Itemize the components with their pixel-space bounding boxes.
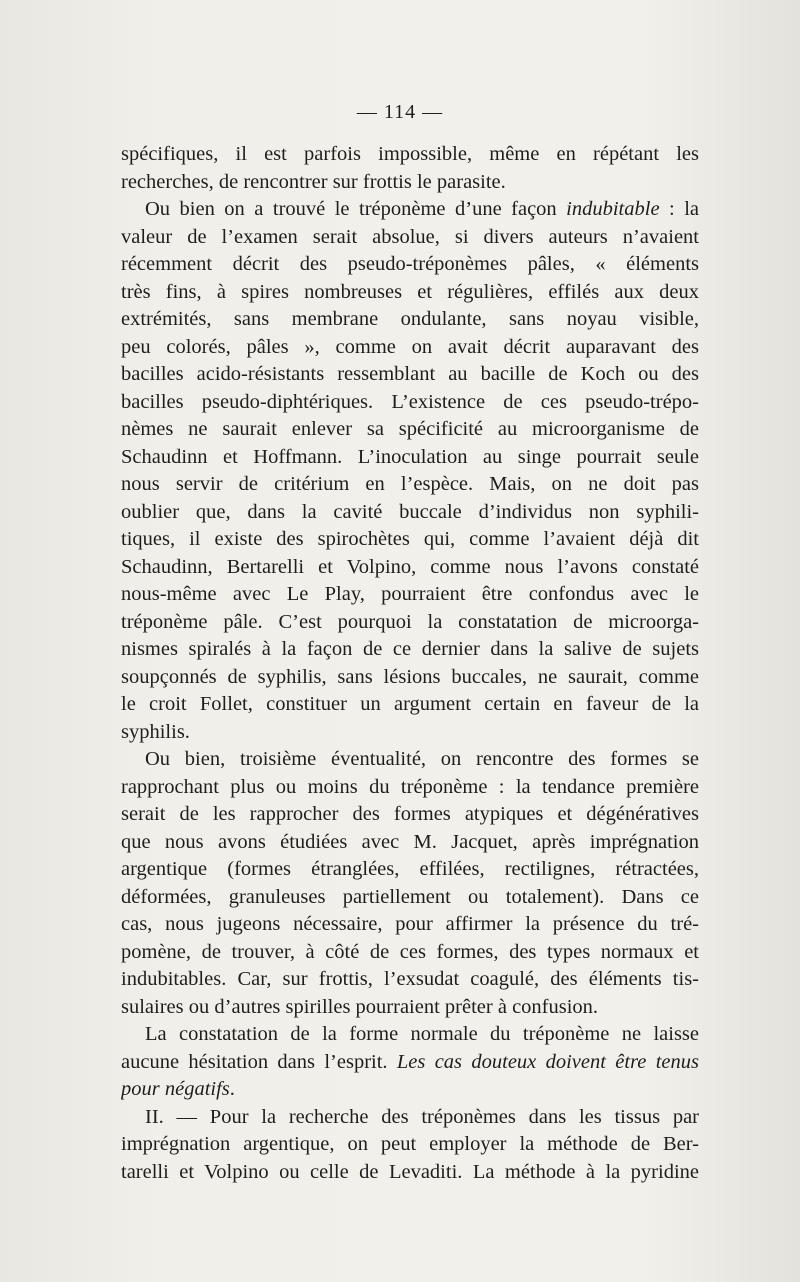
text-line: le croit Follet, constituer un argument certain en faveur de la bbox=[121, 693, 699, 715]
text-line: tiques, il existe des spirochètes qui, comme l’avaient déjà dit bbox=[121, 528, 699, 550]
text-line: que nous avons étudiées avec M. Jacquet, après imprégnation bbox=[121, 830, 699, 853]
text-line: aucune hésitation dans l’esprit. Les cas douteux doivent être tenus bbox=[121, 1050, 699, 1073]
text-line: imprégnation argentique, on peut employer la méthode de Ber- bbox=[121, 1133, 699, 1155]
text-line: argentique (formes étranglées, effilées, rectilignes, rétractées, bbox=[121, 858, 699, 880]
text-line: oublier que, dans la cavité buccale d’individus non syphili- bbox=[121, 500, 699, 523]
text-line: sulaires ou d’autres spirilles pourraient prêter à confusion. bbox=[121, 995, 599, 1018]
text-line: Schaudinn, Bertarelli et Volpino, comme nous l’avons constaté bbox=[121, 555, 699, 578]
text-line: peu colorés, pâles », comme on avait décrit auparavant des bbox=[121, 335, 699, 358]
text-line: spécifiques, il est parfois impossible, même en répétant les bbox=[121, 143, 699, 165]
text-line: serait de les rapprocher des formes atypiques et dégénératives bbox=[121, 803, 699, 825]
text-line: tarelli et Volpino ou celle de Levaditi. La méthode à la pyridine bbox=[121, 1160, 699, 1183]
text-line: rapprochant plus ou moins du tréponème : la tendance première bbox=[121, 775, 699, 798]
text-line: bacilles acido-résistants ressemblant au bacille de Koch ou des bbox=[121, 363, 699, 385]
text-line: pour négatifs. bbox=[121, 1078, 235, 1100]
text-line: La constatation de la forme normale du tréponème ne laisse bbox=[145, 1023, 699, 1045]
text-line: très fins, à spires nombreuses et régulières, effilés aux deux bbox=[121, 280, 699, 303]
text-line: Ou bien on a trouvé le tréponème d’une façon indubitable : la bbox=[145, 198, 699, 220]
text-line: Ou bien, troisième éventualité, on rencontre des formes se bbox=[145, 748, 699, 770]
text-line: extrémités, sans membrane ondulante, sans noyau visible, bbox=[121, 308, 699, 330]
text-line: nous-même avec Le Play, pourraient être confondus avec le bbox=[121, 583, 699, 605]
text-line: nèmes ne saurait enlever sa spécificité au microorganisme de bbox=[121, 418, 699, 440]
text-line: bacilles pseudo-diphtériques. L’existence de ces pseudo-trépo- bbox=[121, 390, 699, 413]
text-line: nismes spiralés à la façon de ce dernier dans la salive de sujets bbox=[121, 638, 699, 660]
page-number: — 114 — bbox=[356, 101, 444, 123]
text-line: récemment décrit des pseudo-tréponèmes pâles, « éléments bbox=[121, 253, 699, 275]
text-line: soupçonnés de syphilis, sans lésions buccales, ne saurait, comme bbox=[121, 665, 699, 688]
text-line: indubitables. Car, sur frottis, l’exsudat coagulé, des éléments tis- bbox=[121, 968, 699, 990]
body-text bbox=[121, 141, 699, 1186]
text-line: déformées, granuleuses partiellement ou totalement). Dans ce bbox=[121, 885, 699, 908]
text-line: II. — Pour la recherche des tréponèmes dans les tissus par bbox=[145, 1105, 699, 1128]
text-line: tréponème pâle. C’est pourquoi la constatation de microorga- bbox=[121, 610, 699, 633]
text-line: recherches, de rencontrer sur frottis le parasite. bbox=[121, 170, 506, 193]
text-line: pomène, de trouver, à côté de ces formes, des types normaux et bbox=[121, 940, 699, 963]
text-line: cas, nous jugeons nécessaire, pour affirmer la présence du tré- bbox=[121, 913, 699, 935]
text-line: valeur de l’examen serait absolue, si divers auteurs n’avaient bbox=[121, 225, 699, 248]
text-line: syphilis. bbox=[121, 720, 190, 743]
text-line: nous servir de critérium en l’espèce. Mais, on ne doit pas bbox=[121, 473, 699, 495]
text-line: Schaudinn et Hoffmann. L’inoculation au singe pourrait seule bbox=[121, 445, 699, 468]
